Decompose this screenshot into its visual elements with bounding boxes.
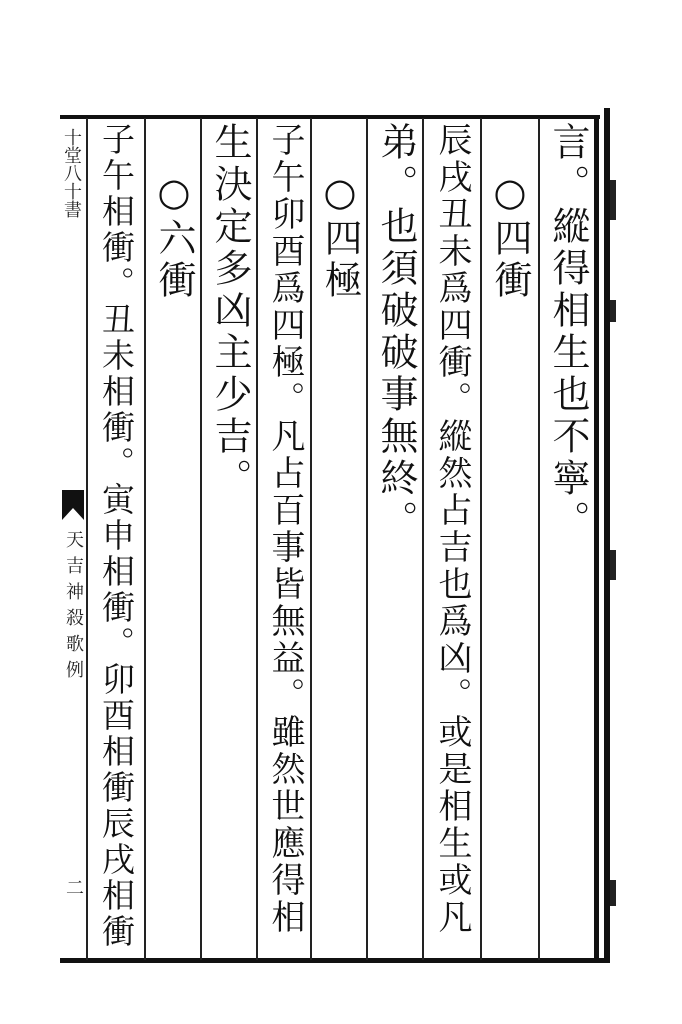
column-divider (310, 118, 312, 960)
frame-right-border (594, 115, 599, 963)
spine-section-title: 天吉神殺歌例 (63, 530, 84, 686)
text-column-3: 辰戌丑未爲四衝。縱然占吉也爲凶。或是相生或凡 (432, 122, 472, 936)
column-divider (86, 118, 88, 960)
text-column-4: 弟。也須破破事無終。 (374, 122, 418, 542)
column-divider (200, 118, 202, 960)
text-column-7: 生決定多凶主少吉。 (208, 122, 252, 500)
column-divider (144, 118, 146, 960)
text-column-5: ○四極 (318, 170, 362, 302)
frame-bottom-border (60, 958, 608, 963)
frame-top-border (60, 115, 600, 119)
column-divider (538, 118, 540, 960)
spine-page-number: 二 (63, 878, 84, 896)
book-spine (60, 118, 86, 960)
column-divider (366, 118, 368, 960)
fish-tail-mark-icon (62, 490, 84, 520)
page-edge-marks (610, 120, 618, 950)
text-column-6: 子午卯酉爲四極。凡占百事皆無益。雖然世應得相 (265, 122, 305, 936)
column-divider (256, 118, 258, 960)
text-column-1: 言。縱得相生也不寧。 (546, 122, 590, 542)
text-column-9: 子午相衝。丑未相衝。寅申相衝。卯酉相衝辰戌相衝 (97, 122, 136, 950)
spine-title: 十堂八十書 (61, 128, 82, 218)
column-divider (422, 118, 424, 960)
column-divider (480, 118, 482, 960)
text-column-2: ○四衝 (488, 170, 532, 302)
text-column-8: ○六衝 (152, 170, 196, 302)
